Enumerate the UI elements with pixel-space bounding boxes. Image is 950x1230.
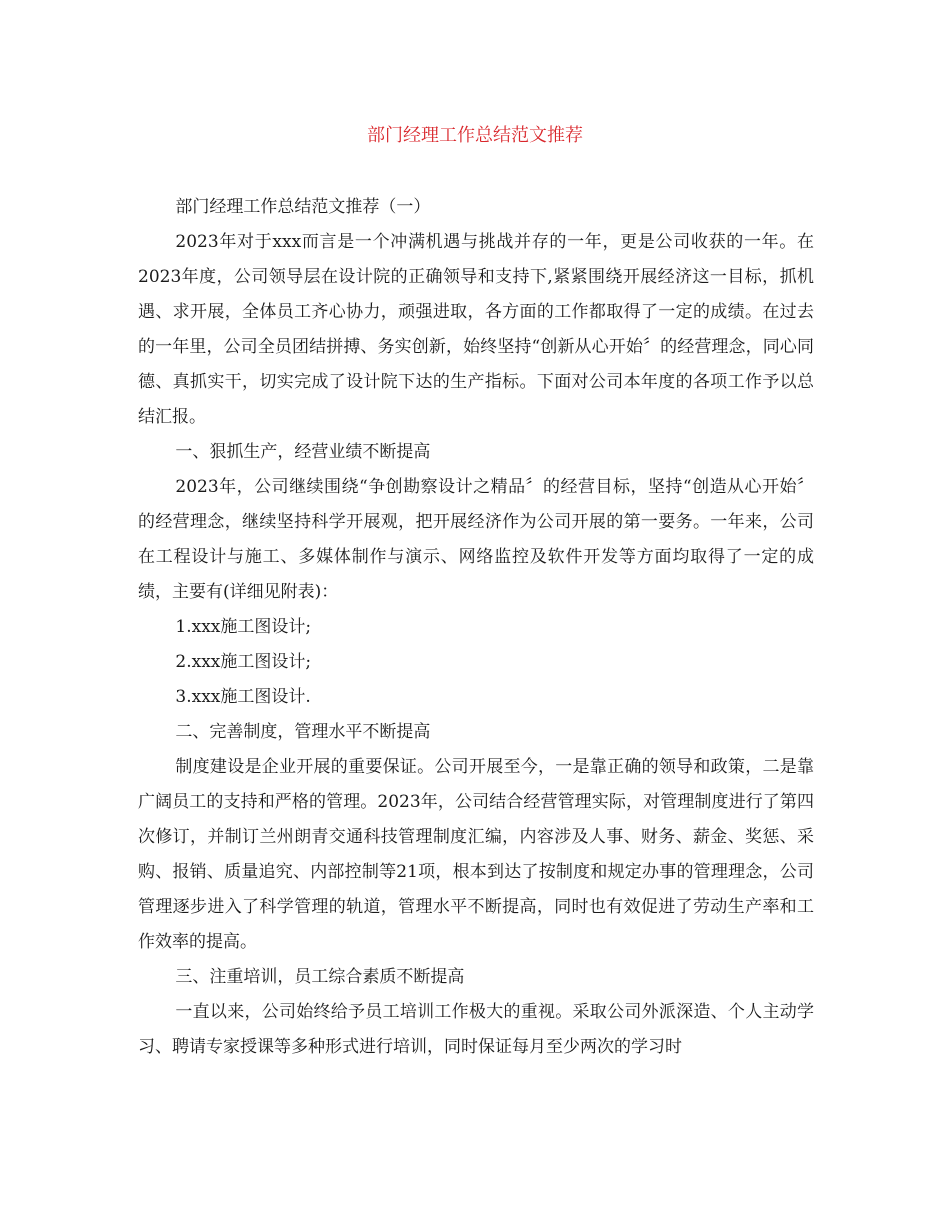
section-heading: 一、狠抓生产，经营业绩不断提高	[175, 442, 431, 462]
list-item: 2.xxx施工图设计;	[175, 652, 312, 672]
paragraph: 制度建设是企业开展的重要保证。公司开展至今，一是靠正确的领导和政策，二是靠广阔员工的支持和严格的管理。2023年，公司结合经营管理实际，对管理制度进行了第四次修订，并制订兰州朗青交通科技管理制度汇编，内容涉及人事、财务、薪金、奖惩、采购、报销、质量追究、内部控制等21项，根本到达了按制度和规定办事的管理理念，公司管理逐步进入了科学管理的轨道，管理水平不断提高，同时也有效促进了劳动生产率和工作效率的提高。	[138, 757, 814, 952]
section-heading: 部门经理工作总结范文推荐（一）	[175, 197, 431, 217]
section-heading: 二、完善制度，管理水平不断提高	[175, 722, 431, 742]
list-item: 3.xxx施工图设计.	[175, 687, 311, 707]
list-item: 1.xxx施工图设计;	[175, 617, 312, 637]
paragraph: 2023年，公司继续围绕“争创勘察设计之精品〞的经营目标，坚持“创造从心开始〞的经营理念，继续坚持科学开展观，把开展经济作为公司开展的第一要务。一年来，公司在工程设计与施工、多媒体制作与演示、网络监控及软件开发等方面均取得了一定的成绩，主要有(详细见附表)：	[138, 477, 814, 602]
paragraph: 2023年对于xxx而言是一个冲满机遇与挑战并存的一年，更是公司收获的一年。在2023年度，公司领导层在设计院的正确领导和支持下,紧紧围绕开展经济这一目标，抓机遇、求开展，全体员工齐心协力，顽强进取，各方面的工作都取得了一定的成绩。在过去的一年里，公司全员团结拼搏、务实创新，始终坚持“创新从心开始〞的经营理念，同心同德、真抓实干，切实完成了设计院下达的生产指标。下面对公司本年度的各项工作予以总结汇报。	[138, 232, 814, 427]
paragraph: 一直以来，公司始终给予员工培训工作极大的重视。采取公司外派深造、个人主动学习、聘请专家授课等多种形式进行培训，同时保证每月至少两次的学习时	[138, 1002, 814, 1057]
document-title: 部门经理工作总结范文推荐	[367, 125, 583, 146]
document-body	[138, 190, 814, 1065]
section-heading: 三、注重培训，员工综合素质不断提高	[175, 967, 465, 987]
